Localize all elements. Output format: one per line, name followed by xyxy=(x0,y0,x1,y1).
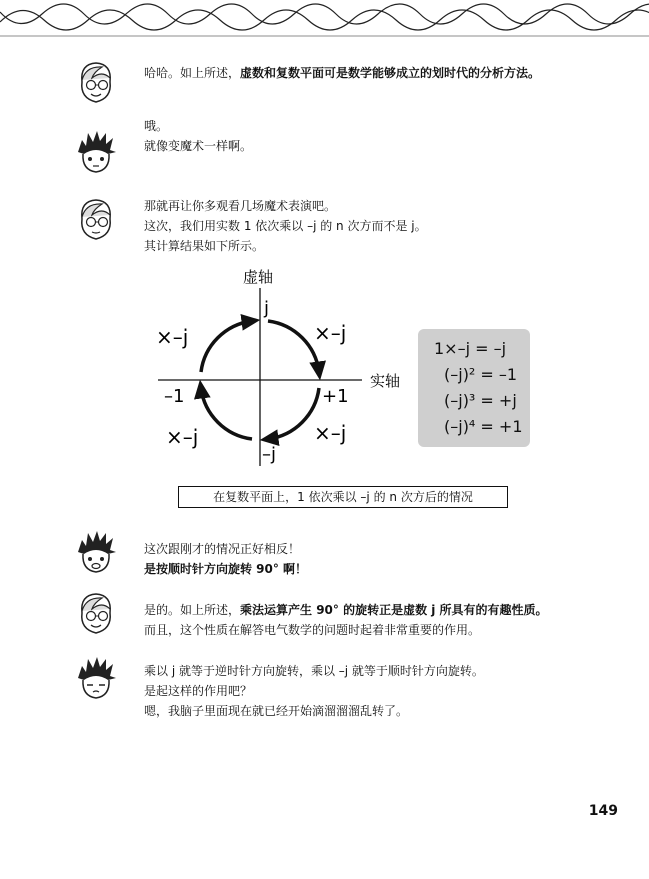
girl-face-avatar xyxy=(72,589,120,637)
plain-text: 这次，我们用实数 1 依次乘以 –j 的 n 次方而不是 j。 xyxy=(144,219,427,233)
boy-face-avatar xyxy=(72,528,120,576)
formula-line: (–j)³ = +j xyxy=(444,391,517,410)
complex-plane-diagram xyxy=(150,262,410,474)
formula-line: (–j)⁴ = +1 xyxy=(444,417,523,436)
dialogue-line xyxy=(144,603,548,617)
plain-text: 嗯，我脑子里面现在就已经开始滴溜溜溜乱转了。 xyxy=(144,704,409,718)
dialogue-line xyxy=(144,239,264,253)
dialogue-line xyxy=(144,664,484,678)
point-bottom-label: –j xyxy=(262,444,277,465)
wavy-header-decoration xyxy=(0,0,649,48)
page-number: 149 xyxy=(588,803,618,819)
plain-text: 而且，这个性质在解答电气数学的问题时起着非常重要的作用。 xyxy=(144,623,481,637)
arc-bottom-left xyxy=(201,388,252,439)
dialogue-line xyxy=(144,623,480,637)
multiplier-bottom-left: ×–j xyxy=(166,425,199,449)
plain-text: 哦。 xyxy=(144,119,169,133)
formula-panel xyxy=(418,329,530,447)
dialogue-line xyxy=(144,704,408,718)
plain-text: 是起这样的作用吧？ xyxy=(144,684,253,698)
formula-line: (–j)² = –1 xyxy=(444,365,518,384)
dialogue-line xyxy=(144,199,336,213)
dialogue-line xyxy=(144,119,168,133)
plain-text: 就像变魔术一样啊。 xyxy=(144,139,253,153)
real-axis-label: 实轴 xyxy=(370,372,401,390)
plain-text: 乘以 j 就等于逆时针方向旋转，乘以 –j 就等于顺时针方向旋转。 xyxy=(144,664,484,678)
boy-face-avatar xyxy=(72,128,120,176)
point-right-label: +1 xyxy=(322,386,349,407)
plain-text: 是的。如上所述， xyxy=(144,603,241,617)
point-left-label: –1 xyxy=(164,386,185,407)
arc-top-right xyxy=(268,321,319,372)
boy-face-avatar xyxy=(72,654,120,702)
formula-line: 1×–j = –j xyxy=(434,339,507,358)
point-top-label: j xyxy=(264,298,270,319)
multiplier-top-right: ×–j xyxy=(314,321,347,345)
arc-top-left xyxy=(201,321,252,372)
dialogue-line xyxy=(144,562,307,576)
plain-text: 哈哈。如上所述， xyxy=(144,66,241,80)
plain-text: 其计算结果如下所示。 xyxy=(144,239,265,253)
imag-axis-label: 虚轴 xyxy=(243,268,274,286)
plain-text: 那就再让你多观看几场魔术表演吧。 xyxy=(144,199,337,213)
girl-face-avatar xyxy=(72,58,120,106)
emphasis-text: 虚数和复数平面可是数学能够成立的划时代的分析方法。 xyxy=(240,66,541,80)
dialogue-line xyxy=(144,542,300,556)
plain-text: 这次跟刚才的情况正好相反！ xyxy=(144,542,301,556)
dialogue-line xyxy=(144,219,427,233)
dialogue-line xyxy=(144,139,252,153)
girl-face-avatar xyxy=(72,195,120,243)
multiplier-bottom-right: ×–j xyxy=(314,421,347,445)
figure-caption: 在复数平面上，1 依次乘以 –j 的 n 次方后的情况 xyxy=(213,490,473,504)
multiplier-top-left: ×–j xyxy=(156,325,189,349)
dialogue-line xyxy=(144,684,252,698)
figure-caption-box xyxy=(178,486,508,508)
dialogue-line xyxy=(144,66,540,80)
emphasis-text: 是按顺时针方向旋转 90° 啊！ xyxy=(144,562,308,576)
arc-bottom-right xyxy=(268,388,319,439)
emphasis-text: 乘法运算产生 90° 的旋转正是虚数 j 所具有的有趣性质。 xyxy=(240,603,548,617)
